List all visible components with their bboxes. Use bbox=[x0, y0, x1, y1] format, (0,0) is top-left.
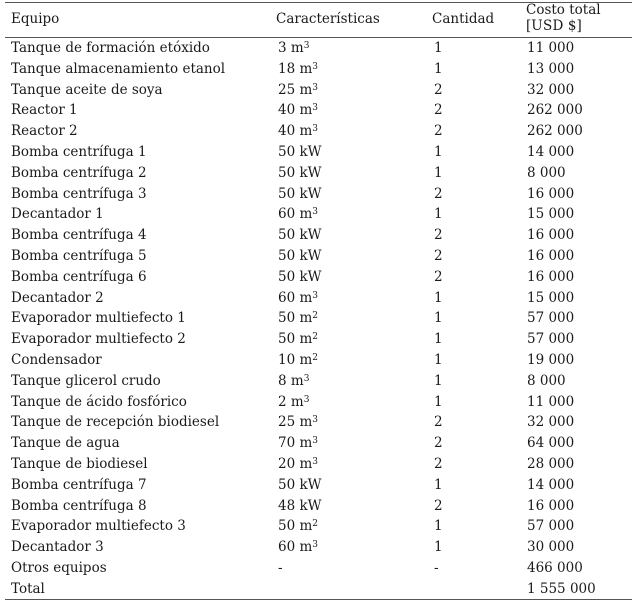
cell-costo-total: 16 000 bbox=[527, 227, 575, 244]
cell-caracteristicas-unit: m bbox=[299, 331, 313, 348]
cell-cantidad: 1 bbox=[434, 331, 443, 348]
cell-equipo: Bomba centrífuga 2 bbox=[11, 164, 147, 181]
header-costo-total bbox=[526, 2, 601, 34]
cell-costo-total: 13 000 bbox=[527, 60, 575, 77]
cell-equipo: Bomba centrífuga 3 bbox=[11, 185, 147, 202]
cell-caracteristicas-value: 18 bbox=[278, 60, 296, 77]
cell-costo-total: 57 000 bbox=[527, 518, 575, 535]
cell-caracteristicas-value: 3 bbox=[278, 40, 287, 56]
cell-costo-total: 30 000 bbox=[527, 539, 575, 556]
cell-equipo: Tanque almacenamiento etanol bbox=[11, 60, 226, 77]
cell-caracteristicas bbox=[278, 268, 322, 286]
cell-costo-total: 16 000 bbox=[527, 185, 575, 202]
cell-equipo: Evaporador multiefecto 2 bbox=[11, 331, 186, 348]
cell-caracteristicas-value: 20 bbox=[278, 456, 296, 472]
cell-caracteristicas bbox=[278, 39, 309, 57]
cell-costo-total: 32 000 bbox=[527, 414, 575, 431]
cell-caracteristicas-unit: kW bbox=[299, 497, 322, 514]
cell-equipo: Reactor 1 bbox=[11, 102, 78, 119]
cell-equipo: Bomba centrífuga 7 bbox=[11, 476, 147, 493]
cell-cantidad: - bbox=[434, 560, 439, 576]
cell-equipo: Tanque de agua bbox=[11, 435, 120, 452]
cell-equipo: Decantador 3 bbox=[11, 539, 104, 556]
cell-cantidad: 2 bbox=[434, 268, 443, 285]
cell-equipo: Tanque de biodiesel bbox=[11, 456, 148, 472]
cell-cantidad: 2 bbox=[434, 456, 443, 472]
cell-caracteristicas-exponent: 2 bbox=[312, 311, 319, 322]
table-row bbox=[5, 475, 632, 496]
cell-caracteristicas-exponent: 3 bbox=[303, 373, 310, 384]
cell-caracteristicas bbox=[278, 143, 322, 161]
header-costo-unit: [USD $] bbox=[526, 18, 582, 34]
cell-cantidad: 1 bbox=[434, 164, 443, 181]
cell-cantidad: 1 bbox=[434, 60, 443, 77]
cell-costo-total: 262 000 bbox=[527, 102, 583, 119]
cell-cantidad: 1 bbox=[434, 310, 443, 327]
cell-cantidad: 1 bbox=[434, 393, 443, 410]
cell-caracteristicas-exponent: 3 bbox=[312, 103, 319, 114]
cell-caracteristicas-value: 50 bbox=[278, 476, 296, 493]
cell-caracteristicas-unit: kW bbox=[299, 164, 322, 181]
cell-caracteristicas bbox=[278, 455, 318, 473]
cell-cantidad: 1 bbox=[434, 144, 443, 160]
cell-costo-total: 32 000 bbox=[527, 81, 575, 98]
cell-cantidad: 1 bbox=[434, 518, 443, 535]
cell-caracteristicas bbox=[278, 559, 283, 577]
cell-caracteristicas-exponent: 3 bbox=[312, 290, 319, 301]
cell-costo-total: 57 000 bbox=[527, 310, 575, 327]
cell-equipo: Bomba centrífuga 5 bbox=[11, 248, 147, 264]
cell-cantidad: 2 bbox=[434, 81, 443, 98]
cell-caracteristicas-exponent: 2 bbox=[312, 353, 319, 363]
cell-equipo: Bomba centrífuga 8 bbox=[11, 497, 147, 514]
cell-equipo: Total bbox=[11, 580, 45, 597]
cell-cantidad: 2 bbox=[434, 102, 443, 119]
cell-caracteristicas-unit: kW bbox=[299, 268, 322, 285]
table-row bbox=[5, 579, 632, 600]
table-row bbox=[5, 371, 632, 392]
cell-equipo: Tanque de recepción biodiesel bbox=[11, 414, 220, 431]
cell-caracteristicas-exponent: 3 bbox=[312, 207, 319, 218]
table-row bbox=[5, 537, 632, 558]
cell-caracteristicas-exponent: 3 bbox=[312, 457, 319, 467]
header-caracteristicas: Características bbox=[276, 11, 380, 27]
cell-caracteristicas bbox=[278, 185, 322, 203]
cell-caracteristicas-value: 10 bbox=[278, 352, 296, 368]
cell-caracteristicas-value: 60 bbox=[278, 206, 296, 223]
cell-caracteristicas-unit: m bbox=[299, 289, 313, 306]
cell-caracteristicas-value: 60 bbox=[278, 289, 296, 306]
table-row bbox=[5, 308, 632, 329]
cell-costo-total: 15 000 bbox=[527, 206, 575, 223]
cell-costo-total: 15 000 bbox=[527, 289, 575, 306]
table-bottom-rule bbox=[5, 599, 632, 600]
cell-caracteristicas-value: 40 bbox=[278, 102, 296, 119]
cell-caracteristicas-exponent: 3 bbox=[312, 415, 319, 426]
cell-caracteristicas bbox=[278, 60, 318, 78]
cell-caracteristicas-unit: m bbox=[299, 206, 313, 223]
cell-caracteristicas-exponent: 2 bbox=[312, 332, 319, 343]
cell-caracteristicas-value: 8 bbox=[278, 372, 287, 389]
cell-equipo: Evaporador multiefecto 3 bbox=[11, 518, 186, 535]
cell-caracteristicas-value: 50 bbox=[278, 144, 296, 160]
cell-cantidad: 2 bbox=[434, 185, 443, 202]
cell-cantidad: 1 bbox=[434, 289, 443, 306]
cell-caracteristicas-unit: m bbox=[299, 102, 313, 119]
cell-caracteristicas bbox=[278, 309, 318, 327]
cell-equipo: Condensador bbox=[11, 352, 102, 368]
cell-caracteristicas bbox=[278, 497, 322, 515]
cell-costo-total: 57 000 bbox=[527, 331, 575, 348]
cell-caracteristicas-value: 40 bbox=[278, 123, 296, 140]
cell-equipo: Reactor 2 bbox=[11, 123, 78, 140]
cell-caracteristicas-unit: kW bbox=[299, 248, 322, 264]
cell-equipo: Bomba centrífuga 1 bbox=[11, 144, 147, 160]
cell-caracteristicas-value: 50 bbox=[278, 331, 296, 348]
cell-caracteristicas bbox=[278, 372, 309, 390]
cell-caracteristicas-unit: m bbox=[299, 310, 313, 327]
table-header bbox=[5, 0, 632, 37]
cell-caracteristicas-value: 70 bbox=[278, 435, 296, 452]
cell-costo-total: 14 000 bbox=[527, 476, 575, 493]
cell-cantidad: 2 bbox=[434, 414, 443, 431]
cell-costo-total: 11 000 bbox=[527, 393, 575, 410]
table-row bbox=[5, 142, 632, 163]
cell-caracteristicas-value: 50 bbox=[278, 227, 296, 244]
cell-caracteristicas-unit: m bbox=[290, 40, 304, 56]
cell-costo-total: 28 000 bbox=[527, 456, 575, 472]
cell-caracteristicas-unit: m bbox=[299, 414, 313, 431]
cell-equipo: Bomba centrífuga 6 bbox=[11, 268, 147, 285]
cell-equipo: Tanque aceite de soya bbox=[11, 81, 163, 98]
cell-equipo: Decantador 1 bbox=[11, 206, 104, 223]
cell-caracteristicas-unit: m bbox=[299, 539, 313, 556]
cell-equipo: Tanque de ácido fosfórico bbox=[11, 393, 187, 410]
cell-caracteristicas bbox=[278, 101, 318, 119]
cell-caracteristicas-unit: kW bbox=[299, 476, 322, 493]
cell-cantidad: 1 bbox=[434, 40, 443, 56]
cell-caracteristicas-value: 50 bbox=[278, 185, 296, 202]
cell-caracteristicas bbox=[278, 247, 322, 265]
cell-caracteristicas-unit: m bbox=[299, 456, 313, 472]
cell-caracteristicas-unit: m bbox=[299, 81, 313, 98]
table-row bbox=[5, 163, 632, 184]
cell-caracteristicas-exponent: 2 bbox=[312, 519, 319, 530]
cell-equipo: Tanque de formación etóxido bbox=[11, 40, 210, 56]
cell-caracteristicas-exponent: 3 bbox=[303, 41, 310, 51]
cell-caracteristicas-value: 2 bbox=[278, 393, 287, 410]
table-row bbox=[5, 433, 632, 454]
cell-caracteristicas-value: 25 bbox=[278, 414, 296, 431]
cell-caracteristicas bbox=[278, 538, 318, 556]
table-row bbox=[5, 454, 632, 475]
cell-equipo: Otros equipos bbox=[11, 560, 107, 576]
cell-caracteristicas bbox=[278, 122, 318, 140]
cell-caracteristicas-exponent: 3 bbox=[303, 394, 310, 405]
cell-costo-total: 14 000 bbox=[527, 144, 575, 160]
table-row bbox=[5, 267, 632, 288]
cell-caracteristicas-exponent: 3 bbox=[312, 540, 319, 551]
cell-cantidad: 2 bbox=[434, 497, 443, 514]
cell-caracteristicas-value: 25 bbox=[278, 81, 296, 98]
cell-costo-total: 262 000 bbox=[527, 123, 583, 140]
cell-cantidad: 2 bbox=[434, 123, 443, 140]
cell-costo-total: 11 000 bbox=[527, 40, 575, 56]
table-row bbox=[5, 100, 632, 121]
cell-caracteristicas-exponent: 3 bbox=[312, 124, 319, 135]
cell-caracteristicas-value: 50 bbox=[278, 310, 296, 327]
cell-cantidad: 1 bbox=[434, 352, 443, 368]
cell-caracteristicas bbox=[278, 476, 322, 494]
cell-caracteristicas-value: 48 bbox=[278, 497, 296, 514]
cell-caracteristicas bbox=[278, 351, 318, 369]
cell-equipo: Decantador 2 bbox=[11, 289, 104, 306]
table-row bbox=[5, 392, 632, 413]
table-row bbox=[5, 184, 632, 205]
header-equipo: Equipo bbox=[11, 11, 60, 27]
cell-caracteristicas bbox=[278, 164, 322, 182]
cell-caracteristicas bbox=[278, 289, 318, 307]
cell-costo-total: 16 000 bbox=[527, 248, 575, 264]
cell-costo-total: 64 000 bbox=[527, 435, 575, 452]
table-row bbox=[5, 38, 632, 59]
cell-cantidad: 1 bbox=[434, 372, 443, 389]
header-costo-label: Costo total bbox=[526, 2, 601, 18]
cell-caracteristicas bbox=[278, 517, 318, 535]
cell-caracteristicas-unit: m bbox=[299, 123, 313, 140]
cell-caracteristicas-unit: m bbox=[299, 435, 313, 452]
cell-cantidad: 1 bbox=[434, 476, 443, 493]
cell-caracteristicas-value: 50 bbox=[278, 248, 296, 264]
cell-caracteristicas-unit: kW bbox=[299, 185, 322, 202]
cell-costo-total: 19 000 bbox=[527, 352, 575, 368]
cell-costo-total: 466 000 bbox=[527, 560, 583, 576]
cell-caracteristicas-exponent: 3 bbox=[312, 436, 319, 447]
table-row bbox=[5, 246, 632, 267]
cell-equipo: Tanque glicerol crudo bbox=[11, 372, 161, 389]
cell-costo-total: 8 000 bbox=[527, 164, 566, 181]
cell-cantidad: 2 bbox=[434, 248, 443, 264]
cell-caracteristicas-value: 50 bbox=[278, 518, 296, 535]
table-row bbox=[5, 225, 632, 246]
cell-caracteristicas-value: 50 bbox=[278, 164, 296, 181]
cell-caracteristicas-unit: m bbox=[299, 60, 313, 77]
cell-caracteristicas bbox=[278, 205, 318, 223]
cell-caracteristicas-unit: kW bbox=[299, 144, 322, 160]
cell-caracteristicas bbox=[278, 413, 318, 431]
table-row bbox=[5, 80, 632, 101]
table-row bbox=[5, 288, 632, 309]
cell-caracteristicas-value: 50 bbox=[278, 268, 296, 285]
cell-cantidad: 1 bbox=[434, 539, 443, 556]
table-row bbox=[5, 516, 632, 537]
table-row bbox=[5, 59, 632, 80]
table-row bbox=[5, 558, 632, 579]
cell-equipo: Evaporador multiefecto 1 bbox=[11, 310, 186, 327]
cell-costo-total: 1 555 000 bbox=[527, 580, 596, 597]
cell-caracteristicas-exponent: 3 bbox=[312, 61, 319, 72]
cell-costo-total: 16 000 bbox=[527, 497, 575, 514]
cell-equipo: Bomba centrífuga 4 bbox=[11, 227, 147, 244]
cell-caracteristicas-unit: m bbox=[299, 518, 313, 535]
cell-caracteristicas bbox=[278, 330, 318, 348]
cell-caracteristicas bbox=[278, 393, 309, 411]
cell-caracteristicas-unit: m bbox=[299, 352, 313, 368]
cell-caracteristicas-unit: m bbox=[290, 393, 304, 410]
table-row bbox=[5, 121, 632, 142]
cell-caracteristicas-unit: m bbox=[290, 372, 304, 389]
table-row bbox=[5, 412, 632, 433]
cell-caracteristicas-value: 60 bbox=[278, 539, 296, 556]
cell-caracteristicas bbox=[278, 81, 318, 99]
cell-cantidad: 2 bbox=[434, 435, 443, 452]
cell-costo-total: 16 000 bbox=[527, 268, 575, 285]
cell-cantidad: 2 bbox=[434, 227, 443, 244]
cell-caracteristicas-value: - bbox=[278, 560, 283, 576]
table-row bbox=[5, 204, 632, 225]
cell-cantidad: 1 bbox=[434, 206, 443, 223]
cell-caracteristicas bbox=[278, 226, 322, 244]
cell-caracteristicas-unit: kW bbox=[299, 227, 322, 244]
cell-caracteristicas-exponent: 3 bbox=[312, 82, 319, 93]
header-cantidad: Cantidad bbox=[432, 11, 495, 27]
table-row bbox=[5, 496, 632, 517]
table-row bbox=[5, 329, 632, 350]
cell-costo-total: 8 000 bbox=[527, 372, 566, 389]
cell-caracteristicas bbox=[278, 434, 318, 452]
table-row bbox=[5, 350, 632, 371]
